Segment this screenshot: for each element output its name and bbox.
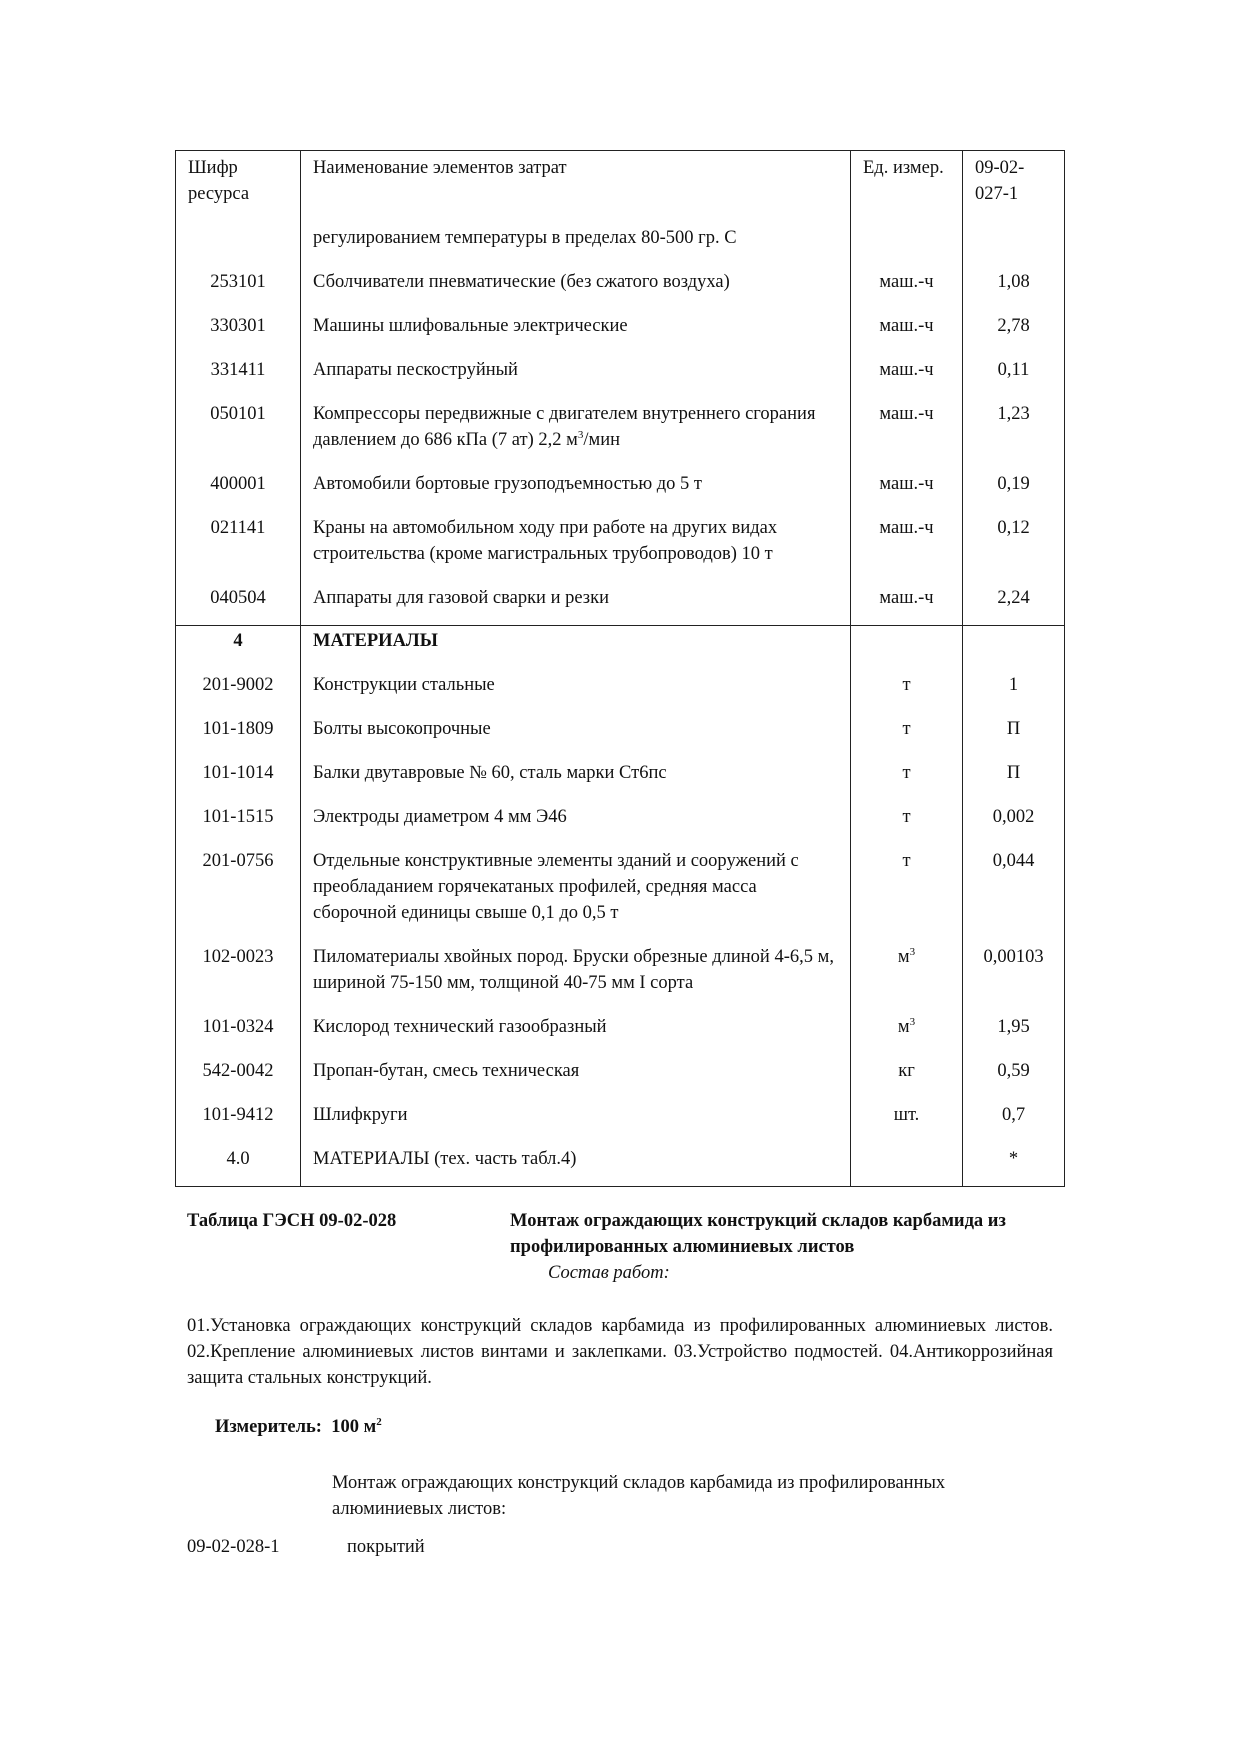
header-unit: Ед. измер. — [851, 151, 963, 222]
resource-name: Сболчиватели пневматические (без сжатого воздуха) — [301, 265, 851, 309]
resource-code: 021141 — [176, 511, 301, 581]
unit: шт. — [851, 1098, 963, 1142]
header-name: Наименование элементов затрат — [301, 151, 851, 222]
unit: т — [851, 712, 963, 756]
resource-name: МАТЕРИАЛЫ (тех. часть табл.4) — [301, 1142, 851, 1187]
composition-text: 01.Установка ограждающих конструкций складов карбамида из профилированных алюминиевых листов. 02.Крепление алюминиевых листов винтами и заклепками. 03.Устройство подмостей. 04.Антикоррозийная защита стальных конструкций. — [187, 1316, 1053, 1388]
unit — [851, 626, 963, 669]
norm-value: П — [963, 756, 1065, 800]
unit: $м^3$ — [851, 940, 963, 1010]
continued-row — [176, 221, 1065, 265]
resource-code: 040504 — [176, 581, 301, 626]
norm-value: 0,11 — [963, 353, 1065, 397]
table-row — [176, 309, 1065, 353]
resource-code: 331411 — [176, 353, 301, 397]
resource-name: Аппараты для газовой сварки и резки — [301, 581, 851, 626]
norm-value — [963, 626, 1065, 669]
resource-name: Электроды диаметром 4 мм Э46 — [301, 800, 851, 844]
resource-code: 201-9002 — [176, 668, 301, 712]
table-row — [176, 940, 1065, 1010]
meter-label: Измеритель: — [215, 1417, 322, 1437]
resource-name: Пропан-бутан, смесь техническая — [301, 1054, 851, 1098]
norm-value: 0,19 — [963, 467, 1065, 511]
resource-name: МАТЕРИАЛЫ — [301, 626, 851, 669]
table-row — [176, 626, 1065, 669]
subtitle: Монтаж ограждающих конструкций складов карбамида из профилированных алюминиевых листов: — [332, 1473, 946, 1519]
resource-name: Компрессоры передвижные с двигателем внутреннего сгорания давлением до 686 кПа (7 ат) 2,2 $м^3$/мин — [301, 397, 851, 467]
norm-value: 2,24 — [963, 581, 1065, 626]
resource-code: 201-0756 — [176, 844, 301, 940]
norm-value: 0,12 — [963, 511, 1065, 581]
norm-value: 0,59 — [963, 1054, 1065, 1098]
unit: т — [851, 800, 963, 844]
table-row — [176, 1054, 1065, 1098]
unit: т — [851, 844, 963, 940]
table-row — [176, 756, 1065, 800]
table-header-row — [176, 151, 1065, 222]
resource-code: 050101 — [176, 397, 301, 467]
resource-code: 101-1014 — [176, 756, 301, 800]
resource-code: 4 — [176, 626, 301, 669]
norm-value: 0,00103 — [963, 940, 1065, 1010]
resource-code: 542-0042 — [176, 1054, 301, 1098]
resource-name: Балки двутавровые № 60, сталь марки Ст6пс — [301, 756, 851, 800]
resource-name: Болты высокопрочные — [301, 712, 851, 756]
norm-value: 1,95 — [963, 1010, 1065, 1054]
item-code: 09-02-028-1 — [187, 1537, 280, 1557]
resource-code: 102-0023 — [176, 940, 301, 1010]
unit: маш.-ч — [851, 511, 963, 581]
norm-value: 0,002 — [963, 800, 1065, 844]
resource-code: 101-0324 — [176, 1010, 301, 1054]
resource-name: Шлифкруги — [301, 1098, 851, 1142]
resource-name: Аппараты пескоструйный — [301, 353, 851, 397]
resource-name: Пиломатериалы хвойных пород. Бруски обрезные длиной 4-6,5 м, шириной 75-150 мм, толщиной 40-75 мм I сорта — [301, 940, 851, 1010]
resource-name: Автомобили бортовые грузоподъемностью до 5 т — [301, 467, 851, 511]
unit: $м^3$ — [851, 1010, 963, 1054]
resource-name: Краны на автомобильном ходу при работе на других видах строительства (кроме магистральных трубопроводов) 10 т — [301, 511, 851, 581]
resource-code: 330301 — [176, 309, 301, 353]
unit: маш.-ч — [851, 581, 963, 626]
resource-code: 101-1809 — [176, 712, 301, 756]
resource-table — [175, 150, 1065, 1187]
table-row — [176, 1010, 1065, 1054]
norm-value: П — [963, 712, 1065, 756]
header-norm: 09-02-027-1 — [963, 151, 1065, 222]
norm-value: 1 — [963, 668, 1065, 712]
resource-name: Кислород технический газообразный — [301, 1010, 851, 1054]
table-row — [176, 1098, 1065, 1142]
norm-value: 1,08 — [963, 265, 1065, 309]
resource-code: 4.0 — [176, 1142, 301, 1187]
unit: маш.-ч — [851, 353, 963, 397]
meter — [215, 1414, 382, 1440]
resource-code: 400001 — [176, 467, 301, 511]
table-row — [176, 265, 1065, 309]
resource-name: Конструкции стальные — [301, 668, 851, 712]
meter-value: 100 $м^2$ — [331, 1415, 382, 1437]
norm-value: 0,7 — [963, 1098, 1065, 1142]
table-row — [176, 668, 1065, 712]
unit: маш.-ч — [851, 467, 963, 511]
section-title: Монтаж ограждающих конструкций складов карбамида из профилированных алюминиевых листов — [510, 1211, 1006, 1257]
norm-value: 1,23 — [963, 397, 1065, 467]
norm-value: * — [963, 1142, 1065, 1187]
resource-name: Отдельные конструктивные элементы зданий и сооружений с преобладанием горячекатаных профилей, средняя масса сборочной единицы свыше 0,1 до 0,5 т — [301, 844, 851, 940]
table-row — [176, 800, 1065, 844]
header-code: Шифр ресурса — [176, 151, 301, 222]
table-row — [176, 581, 1065, 626]
item-name: покрытий — [347, 1537, 425, 1557]
resource-code: 101-9412 — [176, 1098, 301, 1142]
unit: маш.-ч — [851, 309, 963, 353]
table-row — [176, 353, 1065, 397]
composition-label: Состав работ: — [548, 1263, 670, 1283]
table-row — [176, 397, 1065, 467]
norm-value: 0,044 — [963, 844, 1065, 940]
unit: кг — [851, 1054, 963, 1098]
table-row — [176, 467, 1065, 511]
unit — [851, 1142, 963, 1187]
table-label: Таблица ГЭСН 09-02-028 — [187, 1211, 397, 1231]
table-row — [176, 712, 1065, 756]
table-row — [176, 511, 1065, 581]
continued-text: регулированием температуры в пределах 80-500 гр. С — [301, 221, 851, 265]
norm-value: 2,78 — [963, 309, 1065, 353]
resource-name: Машины шлифовальные электрические — [301, 309, 851, 353]
unit: т — [851, 756, 963, 800]
table-row — [176, 844, 1065, 940]
table-row — [176, 1142, 1065, 1187]
resource-code: 101-1515 — [176, 800, 301, 844]
unit: маш.-ч — [851, 397, 963, 467]
resource-code: 253101 — [176, 265, 301, 309]
unit: т — [851, 668, 963, 712]
unit: маш.-ч — [851, 265, 963, 309]
